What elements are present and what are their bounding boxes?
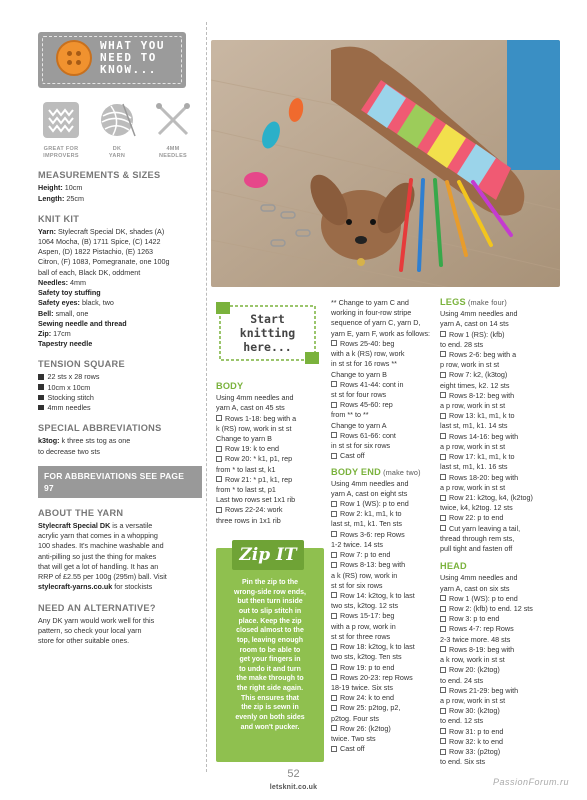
instruction-line: working in four-row stripe [331,308,412,318]
instruction-line: sequence of yarn C, yarn D, [331,318,421,328]
checkbox-icon[interactable] [440,646,446,652]
head-instructions [440,573,548,767]
instruction-line: two sts, k2tog. 12 sts [331,601,399,611]
checkbox-icon[interactable] [440,454,446,460]
instruction-line: Row 1 (WS): p to end [440,594,548,604]
tension-item: 10cm x 10cm [38,383,202,393]
instruction-line: Rows 20-23: rep Rows [331,673,434,683]
skill-icons [38,100,202,160]
zip-it-line: This ensures that [241,694,299,702]
checkbox-icon[interactable] [331,613,337,619]
left-column: WHAT YOU NEED TO KNOW... GREAT FOR IMPROVERS DK YARN 4MM NEEDLES MEASUREMENTS & SIZES Height: 10cm Length: 25cm KNIT KIT Yarn: Stylecraft Special DK, shades (A) 1064 Mocha, (B) 1711 Spice, (C) 1422 Aspen, (D) 1822 Pistachio, (E) 1263 Citron, (F) 1083, Pomegranate, one 100g ball of each, Black DK, oddment Needles: 4mm Safety toy stuffing Safety eyes: black, two Bell: small, one Sewing needle and thread Zip: 17cm Tapestry needle TENSION SQUARE 22 sts x 28 rows 10cm x 10cm Stocking stitch 4mm needles SPECIAL ABBREVIATIONS k3tog: k three sts tog as one to decrease two sts FOR ABBREVIATIONS SEE PAGE 97 ABOUT THE YARN Stylecraft Special DK is a versatile acrylic yarn that comes in a whopping 100 shades. It's machine washable and anti-pilling so just the thing for makes that will get a lot of handling. It has an RRP of £2.55 per 100g (295m) ball. Visit stylecraft-yarns.co.uk for stockists NEED AN ALTERNATIVE? Any DK yarn would work well for this pattern, so check your local yarn store for other suitable ones. [38,22,202,646]
instruction-line: Row 3: p to end [440,614,548,624]
instruction-line: with a k (RS) row, work [331,349,405,359]
instruction-line: Cut yarn leaving a tail, [440,524,548,534]
instruction-line: Rows 2-6: beg with a [440,350,548,360]
checkbox-icon[interactable] [440,495,446,501]
checkbox-icon[interactable] [440,474,446,480]
instruction-line: Rows 25-40: beg [331,339,434,349]
watermark: PassionForum.ru [492,777,569,787]
stuffing-row: Safety toy stuffing [38,288,101,298]
tension-item: 22 sts x 28 rows [38,372,202,382]
instruction-line: to end. Six sts [440,757,486,767]
instruction-line: ** Change to yarn C and [331,298,409,307]
checkbox-icon[interactable] [331,674,337,680]
checkbox-icon[interactable] [331,453,337,459]
stylecraft-link[interactable]: stylecraft-yarns.co.uk [38,582,113,592]
instruction-line: yarn A, cast on eight sts [331,488,408,498]
instruction-line: Row 1 (WS): p to end [331,499,434,509]
checkbox-icon[interactable] [216,415,222,421]
checkbox-icon[interactable] [331,552,337,558]
checkbox-icon[interactable] [331,531,337,537]
instruction-line: Row 14: k2tog, k to last [331,591,434,601]
instruction-line: last st, m1, k1. Ten sts [331,519,402,529]
instruction-line: Row 33: (p2tog) [440,747,548,757]
checkbox-icon[interactable] [331,725,337,731]
instruction-line: p row, work in st st [440,360,500,370]
instruction-line: thread through rem sts, [440,533,515,543]
special-abbr-heading: SPECIAL ABBREVIATIONS [38,423,162,434]
knitted-dog-pencil-case-image [211,40,560,287]
instruction-line: st st for six rows [331,580,383,590]
instruction-line: Rows 18-20: beg with [440,473,548,483]
instruction-line: Using 4mm needles and [331,478,409,488]
tension-item: 4mm needles [38,403,202,413]
column-divider [206,22,207,772]
checkbox-icon[interactable] [331,432,337,438]
instruction-line: yarn A, cast on six sts [440,583,510,593]
column-legs-head [440,292,548,768]
instruction-line: Row 22: p to end [440,513,548,523]
instruction-line: Rows 41-44: cont in [331,380,434,390]
zip-it-line: get your fingers in [239,656,301,664]
body-heading: BODY [216,381,244,391]
icon-cell-needles: 4MM NEEDLES [150,100,196,160]
abbreviations-bar: FOR ABBREVIATIONS SEE PAGE 97 [38,466,202,498]
about-yarn-heading: ABOUT THE YARN [38,507,124,518]
checkbox-icon[interactable] [440,626,446,632]
instruction-line: Row 20: (k2tog) [440,665,548,675]
instruction-line: Row 1 (RS): (kfb) [440,330,548,340]
zip-it-box [216,540,324,762]
page-number: 52 [287,768,300,780]
instruction-line: Using 4mm needles and [216,393,294,403]
instruction-line: Rows 15-17: beg [331,611,434,621]
instruction-line: from ** to ** [331,410,369,420]
zip-it-line: out to slip stitch in [238,607,302,615]
instruction-line: Row 20: * k1, p1, rep [216,454,319,464]
instruction-line: eight times, k2. 12 sts [440,380,510,390]
checkbox-icon[interactable] [440,667,446,673]
instruction-line: Rows 14-16: beg with [440,432,548,442]
head-heading: HEAD [440,561,467,572]
instruction-line: 18-19 twice. Six sts [331,682,393,692]
instruction-line: Cast off [331,744,434,754]
zip-it-line: the zip is sewn in [241,704,299,712]
checkbox-icon[interactable] [331,664,337,670]
instruction-line: Row 18: k2tog, k to last [331,642,434,652]
instruction-line: Row 31: p to end [440,727,548,737]
legs-instructions [440,309,548,554]
checkbox-icon[interactable] [440,595,446,601]
zip-it-line: but then turn inside [237,598,303,606]
instruction-line: yarn A, cast on 45 sts [216,403,285,413]
checkbox-icon[interactable] [216,456,222,462]
body-end-heading: BODY END (make two) [331,466,421,477]
checkbox-icon[interactable] [440,525,446,531]
eyes-row: Safety eyes: black, two [38,298,114,308]
instruction-line: Row 7: k2, (k3tog) [440,370,548,380]
checkbox-icon[interactable] [331,644,337,650]
instruction-line: Row 19: p to end [331,663,434,673]
instruction-line: yarn E, yarn F, work as follows: [331,328,431,338]
instruction-line: Rows 8-19: beg with [440,645,548,655]
zip-it-line: wrong-side row ends, [234,588,306,596]
instruction-line: Row 19: k to end [216,444,319,454]
needles-icon [153,100,193,140]
instruction-line: a p row, work in st st [440,441,506,451]
instruction-line: Row 13: k1, m1, k to [440,411,548,421]
start-knitting-banner [216,298,319,368]
zip-it-line: top, leaving enough [236,636,304,644]
dk-yarn-icon [97,100,137,140]
zip-row: Zip: 17cm [38,328,71,338]
start-knitting-text: Start knitting here... [239,312,296,354]
instruction-line: Rows 61-66: cont [331,431,434,441]
instruction-line: in st st for six rows [331,441,391,451]
instruction-line: to end. 24 sts [440,675,484,685]
instruction-line: Row 26: (k2tog) [331,724,434,734]
instruction-line: with a p row, work in [331,621,396,631]
instruction-line: last st, m1, k1. 16 sts [440,462,508,472]
yarn-row: Yarn: Stylecraft Special DK, shades (A) [38,226,165,236]
instruction-line: Row 7: p to end [331,550,434,560]
zip-it-line: to undo it and turn [239,665,301,673]
instruction-line: Using 4mm needles and [440,573,518,583]
instruction-line: to end. 28 sts [440,339,484,349]
zip-it-line: Pin the zip to the [242,578,298,586]
instruction-line: Change to yarn A [331,420,387,430]
zip-it-title: Zip IT [232,540,304,570]
zip-it-line: the right side again. [236,685,304,693]
instruction-line: Rows 3-6: rep Rows [331,530,434,540]
instruction-line: Row 17: k1, m1, k to [440,452,548,462]
instruction-line: p2tog. Four sts [331,713,379,723]
instruction-line: two sts, k2tog. Ten sts [331,652,402,662]
checkbox-icon[interactable] [216,507,222,513]
instruction-line: Row 32: k to end [440,737,548,747]
tension-item: Stocking stitch [38,393,202,403]
instruction-line: Change to yarn B [331,369,387,379]
sewing-row: Sewing needle and thread [38,318,127,328]
instruction-line: Row 25: p2tog, p2, [331,703,434,713]
checkbox-icon[interactable] [440,616,446,622]
instruction-line: Row 2: k1, m1, k to [331,509,434,519]
instruction-line: Row 21: * p1, k1, rep [216,475,319,485]
checkbox-icon[interactable] [331,695,337,701]
checkbox-icon[interactable] [440,433,446,439]
instruction-line: Row 24: k to end [331,693,434,703]
instruction-line: Row 21: k2tog, k4, (k2tog) [440,493,548,503]
instruction-line: last st, m1, k1. 14 sts [440,421,508,431]
site-url[interactable]: letsknit.co.uk [269,783,318,791]
bell-row: Bell: small, one [38,308,89,318]
instruction-line: Rows 8-13: beg with [331,560,434,570]
instruction-line: pull tight and fasten off [440,544,513,554]
checkbox-icon[interactable] [440,413,446,419]
instruction-line: Rows 21-29: beg with [440,686,548,696]
checkbox-icon[interactable] [440,687,446,693]
needles-row: Needles: 4mm [38,277,86,287]
body-instructions [216,393,319,526]
height-row: Height: 10cm [38,183,83,193]
checkbox-icon[interactable] [331,746,337,752]
instruction-line: Cast off [331,451,434,461]
checkbox-icon[interactable] [331,705,337,711]
checkbox-icon[interactable] [331,592,337,598]
checkbox-icon[interactable] [440,351,446,357]
body-end-instructions [331,479,434,755]
button-icon [56,40,92,76]
tapestry-row: Tapestry needle [38,339,93,349]
checkbox-icon[interactable] [440,606,446,612]
checkbox-icon[interactable] [440,738,446,744]
checkbox-icon[interactable] [216,476,222,482]
instruction-line: Using 4mm needles and [440,309,518,319]
checkbox-icon[interactable] [440,515,446,521]
legs-heading: LEGS (make four) [440,297,507,307]
checkbox-icon[interactable] [331,402,337,408]
instruction-line: Row 30: (k2tog) [440,706,548,716]
project-photo [211,40,560,287]
column-body [216,298,319,762]
checkbox-icon[interactable] [440,749,446,755]
tension-heading: TENSION SQUARE [38,359,125,370]
zip-it-line: place. Keep the zip [238,617,302,625]
alternative-heading: NEED AN ALTERNATIVE? [38,602,156,613]
checkbox-icon[interactable] [440,708,446,714]
instruction-line: a k (RS) row, work in [331,570,398,580]
zip-it-line: closed almost to the [236,627,304,635]
instruction-line: Change to yarn B [216,433,272,443]
instruction-line: a p row, work in st st [440,482,506,492]
zip-it-line: and won't pucker. [240,723,300,731]
instruction-line: to end. 12 sts [440,716,484,726]
checkbox-icon[interactable] [331,511,337,517]
instruction-line: st st for four rows [331,389,387,399]
instruction-line: from * to last st, p1 [216,485,276,495]
instruction-line: st st for three rows [331,631,391,641]
length-row: Length: 25cm [38,193,84,203]
instruction-line: a k row, work in st st [440,655,505,665]
zip-it-line: the make through to [236,675,304,683]
checkbox-icon[interactable] [331,501,337,507]
checkbox-icon[interactable] [331,562,337,568]
icon-cell-yarn: DK YARN [94,100,140,160]
instruction-line: 1-2 twice. 14 sts [331,539,383,549]
checkbox-icon[interactable] [331,340,337,346]
instruction-line: a p row, work in st st [440,401,506,411]
measurements-heading: MEASUREMENTS & SIZES [38,170,161,181]
instruction-line: yarn A, cast on 14 sts [440,319,509,329]
checkbox-icon[interactable] [331,381,337,387]
checkbox-icon[interactable] [216,446,222,452]
banner-text: WHAT YOU NEED TO KNOW... [100,39,165,76]
instruction-line: Row 2: (kfb) to end. 12 sts [440,604,548,614]
instruction-line: Rows 45-60: rep [331,400,434,410]
what-you-need-banner [38,22,202,94]
instruction-line: twice, k4, k2tog. 12 sts [440,503,513,513]
instruction-line: in st st for 16 rows ** [331,359,397,369]
instruction-line: k (RS) row, work in st st [216,423,292,433]
column-body-end [331,298,434,754]
instruction-line: a p row, work in st st [440,696,506,705]
instruction-line: from * to last st, k1 [216,464,276,474]
checkbox-icon[interactable] [440,392,446,398]
checkbox-icon[interactable] [440,728,446,734]
instruction-line: Rows 22-24: work [216,505,319,515]
stripe-instructions [331,298,434,462]
instruction-line: 2-3 twice more. 48 sts [440,634,511,644]
instruction-line: Rows 4-7: rep Rows [440,624,548,634]
instruction-line: three rows in 1x1 rib [216,515,281,525]
zip-it-line: evenly on both sides [235,714,305,722]
instruction-line: Last two rows set 1x1 rib [216,495,296,505]
checkbox-icon[interactable] [440,372,446,378]
instruction-line: Rows 1-18: beg with a [216,414,319,424]
zip-it-line: room to be able to [239,646,301,654]
knit-kit-heading: KNIT KIT [38,213,80,224]
instruction-line: twice. Two sts [331,734,376,744]
instruction-line: Rows 8-12: beg with [440,391,548,401]
checkbox-icon[interactable] [440,331,446,337]
zip-it-text [222,578,318,733]
great-for-improvers-icon [41,100,81,140]
icon-cell-improvers: GREAT FOR IMPROVERS [38,100,84,160]
